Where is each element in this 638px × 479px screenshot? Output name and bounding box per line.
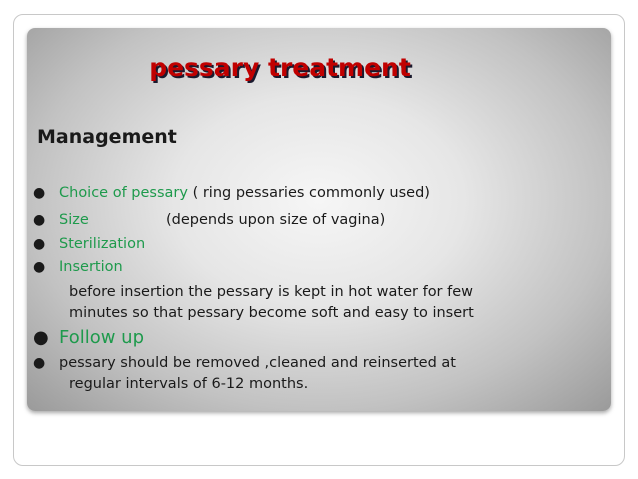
item-label: Choice of pessary (59, 185, 188, 201)
list-item-insertion (33, 259, 123, 275)
management-heading: Management (37, 126, 177, 148)
insertion-text-line-1: before insertion the pessary is kept in hot water for few (69, 284, 474, 300)
follow-up-item (33, 327, 144, 348)
bullet-icon: ● (33, 236, 46, 252)
follow-up-text: pessary should be removed ,cleaned and reinserted at (59, 355, 456, 371)
bullet-icon: ● (33, 327, 49, 348)
bullet-icon: ● (33, 259, 46, 275)
bullet-icon: ● (33, 355, 46, 371)
list-item-sterilization (33, 236, 145, 252)
item-label: Insertion (59, 259, 123, 275)
list-item-choice (33, 185, 430, 201)
insertion-text-line-2: minutes so that pessary become soft and easy to insert (69, 305, 474, 321)
follow-up-text-line-2: regular intervals of 6-12 months. (69, 376, 309, 392)
item-detail: ( ring pessaries commonly used) (187, 185, 430, 201)
bullet-icon: ● (33, 185, 46, 201)
slide-title: pessary treatment (149, 53, 411, 82)
list-item-size (33, 212, 385, 228)
bullet-icon: ● (33, 212, 46, 228)
item-label: Size (59, 212, 89, 228)
follow-up-label: Follow up (59, 327, 145, 348)
follow-up-text-line-1 (33, 355, 456, 371)
item-detail: (depends upon size of vagina) (166, 212, 386, 228)
item-label: Sterilization (59, 236, 146, 252)
